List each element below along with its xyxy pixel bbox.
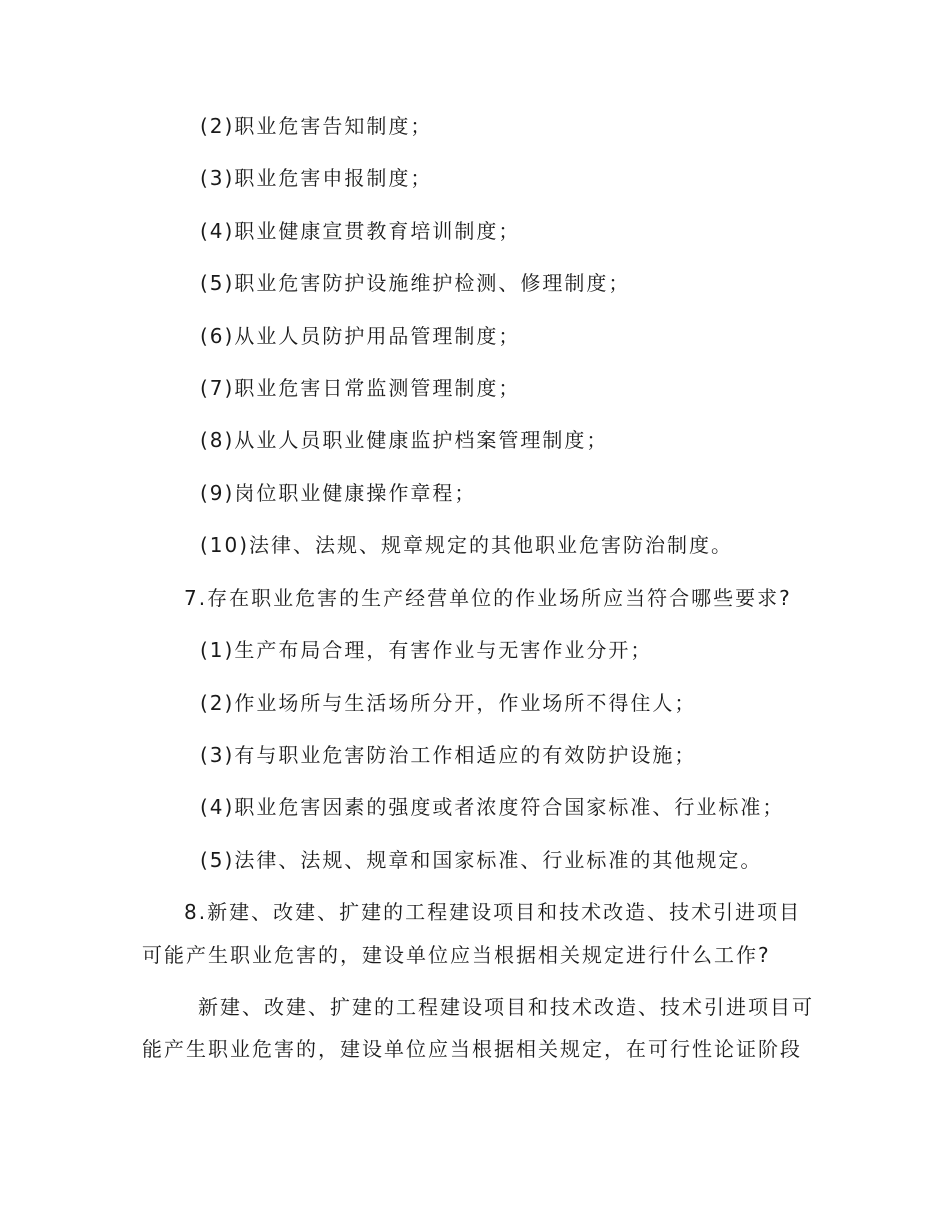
question-8-line-2: 可能产生职业危害的，建设单位应当根据相关规定进行什么工作? [142, 943, 771, 967]
list-item: (1)生产布局合理，有害作业与无害作业分开； [200, 638, 653, 662]
list-item: (2)作业场所与生活场所分开，作业场所不得住人； [200, 691, 697, 715]
list-item: (4)职业危害因素的强度或者浓度符合国家标准、行业标准； [200, 795, 785, 819]
list-item: (9)岗位职业健康操作章程； [200, 481, 477, 505]
list-item: (3)职业危害申报制度； [200, 166, 433, 190]
list-item: (5)法律、法规、规章和国家标准、行业标准的其他规定。 [200, 848, 763, 872]
question-7: 7.存在职业危害的生产经营单位的作业场所应当符合哪些要求? [184, 586, 792, 610]
list-item: (2)职业危害告知制度； [200, 114, 433, 138]
list-item: (7)职业危害日常监测管理制度； [200, 376, 521, 400]
list-item: (10)法律、法规、规章规定的其他职业危害防治制度。 [200, 533, 734, 557]
list-item: (4)职业健康宣贯教育培训制度； [200, 219, 521, 243]
answer-8-line-1: 新建、改建、扩建的工程建设项目和技术改造、技术引进项目可 [198, 995, 814, 1019]
answer-8-line-2: 能产生职业危害的，建设单位应当根据相关规定，在可行性论证阶段 [142, 1037, 802, 1061]
list-item: (8)从业人员职业健康监护档案管理制度； [200, 428, 609, 452]
question-8-line-1: 8.新建、改建、扩建的工程建设项目和技术改造、技术引进项目 [184, 900, 802, 924]
list-item: (6)从业人员防护用品管理制度； [200, 324, 521, 348]
list-item: (3)有与职业危害防治工作相适应的有效防护设施； [200, 743, 697, 767]
list-item: (5)职业危害防护设施维护检测、修理制度； [200, 271, 631, 295]
